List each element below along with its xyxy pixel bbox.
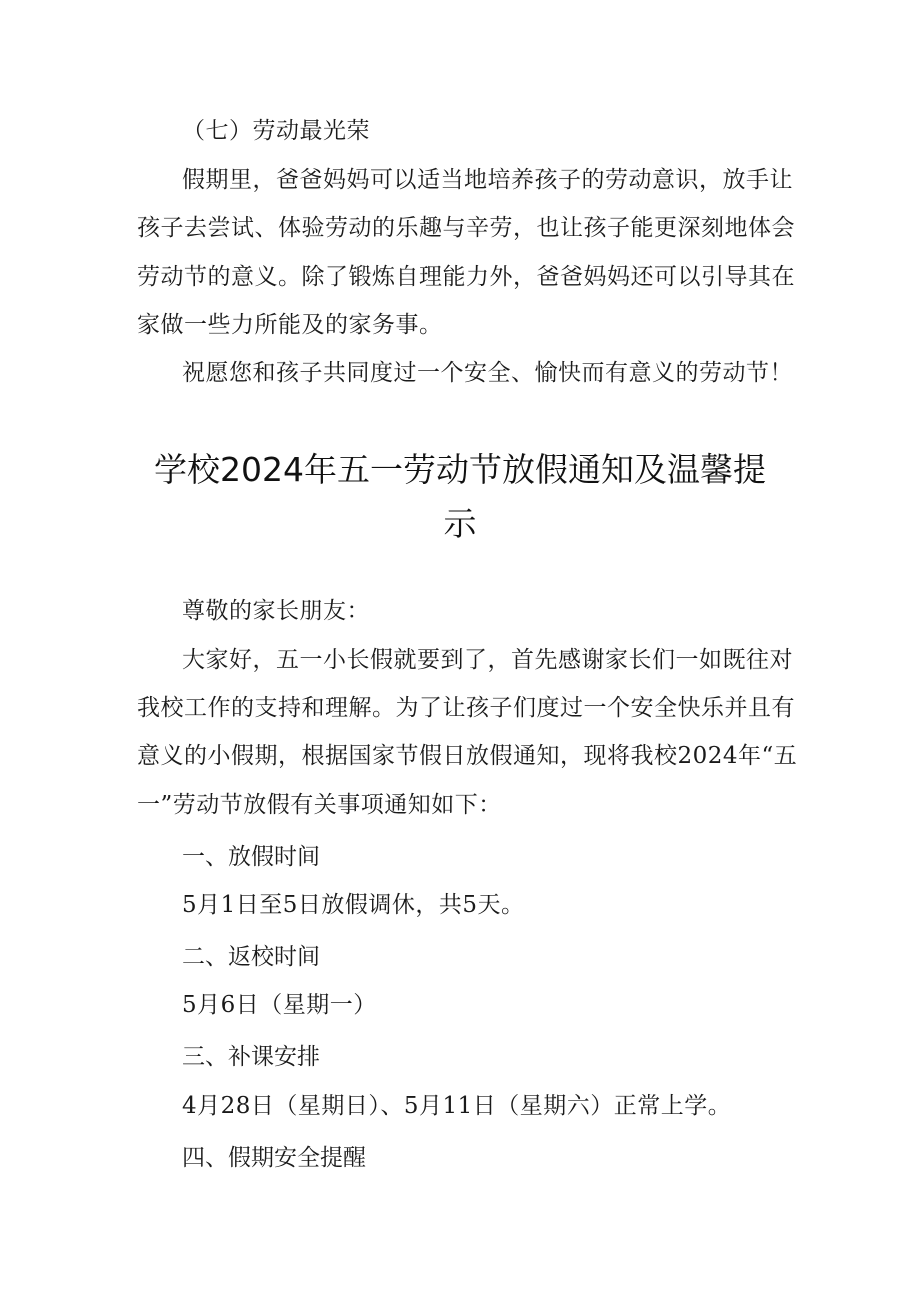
paragraph-line: 家做一些力所能及的家务事。 [137, 312, 443, 338]
paragraph-line: 一”劳动节放假有关事项通知如下： [137, 792, 502, 818]
paragraph-line: 我校工作的支持和理解。为了让孩子们度过一个安全快乐并且有 [137, 695, 795, 721]
item-text-return-time: 5月6日（星期一） [182, 992, 377, 1018]
paragraph-line: 孩子去尝试、体验劳动的乐趣与辛劳，也让孩子能更深刻地体会 [137, 215, 795, 241]
paragraph-line: 劳动节的意义。除了锻炼自理能力外，爸爸妈妈还可以引导其在 [137, 264, 795, 290]
item-text-makeup-classes: 4月28日（星期日）、5月11日（星期六）正常上学。 [182, 1093, 732, 1119]
item-heading-safety-reminder: 四、假期安全提醒 [182, 1145, 366, 1171]
closing-wish: 祝愿您和孩子共同度过一个安全、愉快而有意义的劳动节！ [182, 360, 793, 386]
notice-title-line1: 学校2024年五一劳动节放假通知及温馨提 [154, 450, 766, 489]
notice-title-line2: 示 [443, 504, 477, 543]
item-heading-makeup-classes: 三、补课安排 [182, 1044, 320, 1070]
paragraph-line: 大家好，五一小长假就要到了，首先感谢家长们一如既往对 [182, 647, 793, 673]
paragraph-line: 假期里，爸爸妈妈可以适当地培养孩子的劳动意识，放手让 [182, 167, 793, 193]
greeting: 尊敬的家长朋友： [182, 598, 370, 624]
section-heading-labor: （七）劳动最光荣 [182, 118, 370, 144]
paragraph-line: 意义的小假期，根据国家节假日放假通知，现将我校2024年“五 [137, 743, 798, 769]
item-heading-return-time: 二、返校时间 [182, 944, 320, 970]
item-text-holiday-time: 5月1日至5日放假调休，共5天。 [182, 892, 525, 918]
item-heading-holiday-time: 一、放假时间 [182, 844, 320, 870]
